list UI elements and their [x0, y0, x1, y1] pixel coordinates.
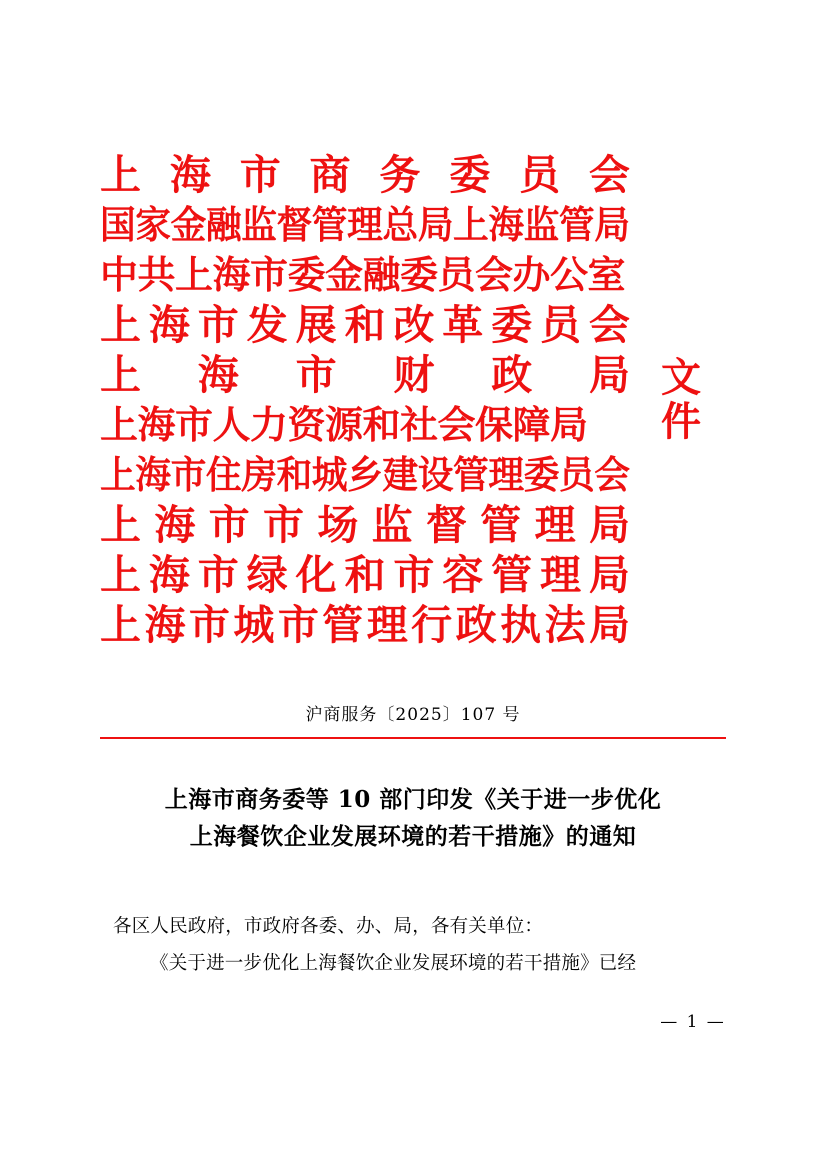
issuing-agency-2: 国家金融监督管理总局上海监管局 — [100, 202, 630, 247]
agency-char: 会 — [588, 300, 630, 349]
body-paragraph-1: 《关于进一步优化上海餐饮企业发展环境的若干措施》已经 — [150, 953, 637, 974]
issuing-agency-5 — [100, 350, 630, 400]
agency-char: 市 — [188, 600, 230, 649]
agency-char: 理 — [366, 600, 408, 649]
issuing-agency-list — [100, 150, 630, 650]
agency-char: 政 — [491, 350, 533, 399]
agency-char: 发 — [246, 300, 288, 349]
agency-char: 会 — [588, 150, 630, 199]
body-salutation: 各区人民政府，市政府各委、办、局，各有关单位： — [113, 916, 544, 937]
issuing-agency-6: 上海市人力资源和社会保障局 — [100, 402, 588, 447]
agency-char: 上 — [100, 500, 141, 549]
agency-char: 管 — [480, 500, 522, 549]
agency-char: 市 — [295, 350, 337, 399]
agency-char: 市 — [197, 300, 239, 349]
agency-char: 员 — [540, 300, 582, 349]
agency-char: 理 — [540, 550, 582, 599]
agency-char: 局 — [588, 600, 630, 649]
agency-char: 展 — [295, 300, 337, 349]
issuing-agency-7: 上海市住房和城乡建设管理委员会 — [100, 452, 630, 497]
agency-char: 行 — [411, 600, 453, 649]
agency-char: 容 — [442, 550, 484, 599]
agency-char: 市 — [208, 500, 250, 549]
letterhead-row — [100, 150, 726, 650]
page-number-text: — 1 — — [660, 1012, 726, 1032]
agency-char: 财 — [393, 350, 435, 399]
agency-char: 局 — [588, 350, 630, 399]
issuing-agency-4 — [100, 300, 630, 350]
agency-char: 局 — [588, 500, 630, 549]
agency-char: 海 — [148, 550, 190, 599]
agency-char: 督 — [425, 500, 467, 549]
agency-char: 市 — [393, 550, 435, 599]
agency-char: 商 — [309, 150, 351, 199]
agency-char: 局 — [588, 550, 630, 599]
page-number — [0, 1012, 826, 1032]
agency-char: 上 — [100, 550, 141, 599]
agency-char: 上 — [100, 600, 141, 649]
agency-char: 海 — [197, 350, 239, 399]
agency-char: 法 — [544, 600, 586, 649]
agency-char: 海 — [169, 150, 211, 199]
red-separator-rule — [100, 737, 726, 739]
agency-char: 委 — [449, 150, 491, 199]
agency-char: 监 — [371, 500, 413, 549]
document-word-char-1: 文 — [661, 354, 701, 401]
issuing-agency-10 — [100, 600, 630, 650]
letterhead — [100, 150, 726, 650]
issuing-agency-3: 中共上海市委金融委员会办公室 — [100, 252, 626, 297]
issuing-agency-1 — [100, 150, 630, 200]
agency-char: 城 — [233, 600, 275, 649]
document-title-line-2: 上海餐饮企业发展环境的若干措施》的通知 — [189, 822, 637, 850]
agency-char: 场 — [317, 500, 359, 549]
agency-char: 市 — [197, 550, 239, 599]
agency-char: 理 — [534, 500, 576, 549]
agency-char: 市 — [277, 600, 319, 649]
document-body — [113, 908, 726, 982]
agency-char: 上 — [100, 350, 141, 399]
document-number: 沪商服务〔2025〕107 号 — [305, 705, 521, 725]
agency-char: 海 — [148, 300, 190, 349]
agency-char: 执 — [500, 600, 542, 649]
agency-char: 化 — [295, 550, 337, 599]
document-title — [100, 782, 726, 856]
agency-char: 绿 — [246, 550, 288, 599]
document-word — [636, 356, 726, 444]
agency-char: 上 — [100, 150, 141, 199]
agency-char: 政 — [455, 600, 497, 649]
agency-char: 和 — [344, 550, 386, 599]
agency-char: 海 — [154, 500, 196, 549]
agency-char: 管 — [322, 600, 364, 649]
agency-char: 管 — [491, 550, 533, 599]
agency-char: 务 — [379, 150, 421, 199]
issuing-agency-9 — [100, 550, 630, 600]
agency-char: 革 — [442, 300, 484, 349]
agency-char: 市 — [262, 500, 304, 549]
agency-char: 海 — [144, 600, 186, 649]
document-title-line-1: 上海市商务委等 10 部门印发《关于进一步优化 — [164, 786, 662, 813]
agency-char: 员 — [519, 150, 561, 199]
agency-char: 市 — [239, 150, 281, 199]
agency-char: 上 — [100, 300, 141, 349]
document-word-char-2: 件 — [661, 398, 701, 445]
agency-char: 委 — [491, 300, 533, 349]
issuing-agency-8 — [100, 500, 630, 550]
agency-char: 和 — [344, 300, 386, 349]
agency-char: 改 — [393, 300, 435, 349]
